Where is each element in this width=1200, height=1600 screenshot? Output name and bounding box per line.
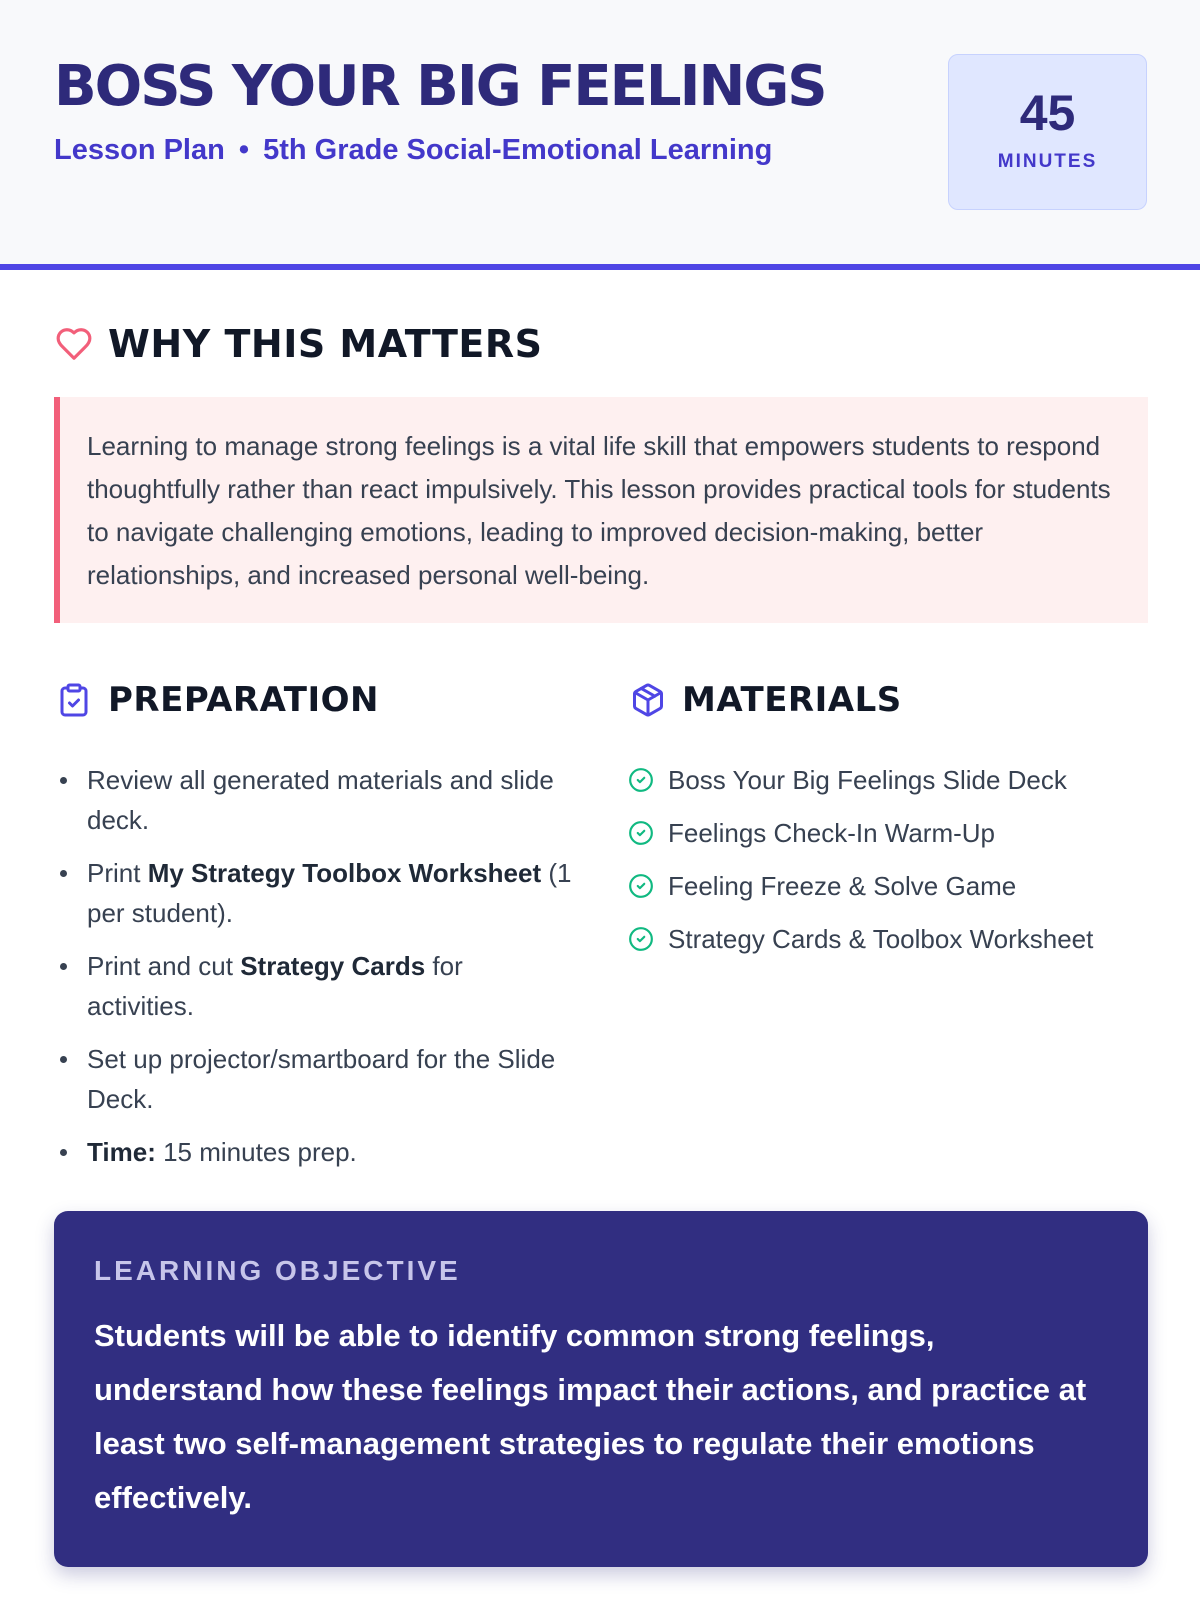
- list-item: Time: 15 minutes prep.: [54, 1132, 574, 1172]
- list-item: [628, 866, 1168, 906]
- objective-label: LEARNING OBJECTIVE: [94, 1255, 461, 1286]
- list-item: [628, 919, 1168, 959]
- preparation-heading-row: [54, 680, 574, 720]
- materials-list: [628, 760, 1168, 959]
- materials-heading: MATERIALS: [682, 680, 902, 720]
- why-callout: Learning to manage strong feelings is a vital life skill that empowers students to respond thoughtfully rather than react impulsively. This lesson provides practical tools for students to navigate challenging emotions, leading to improved decision-making, better relationships, and increased personal well-being.: [54, 397, 1148, 623]
- check-circle-icon: [628, 767, 654, 793]
- list-item: [628, 760, 1168, 800]
- cube-icon: [628, 680, 668, 720]
- objective-text: Students will be able to identify common strong feelings, understand how these feelings impact their actions, and practice at least two self-management strategies to regulate their emotions effectively.: [94, 1318, 1087, 1515]
- preparation-section: [54, 680, 574, 1185]
- check-circle-icon: [628, 873, 654, 899]
- material-label: Strategy Cards & Toolbox Worksheet: [668, 924, 1094, 954]
- learning-objective-card: [54, 1211, 1148, 1567]
- heart-icon: [54, 324, 94, 364]
- preparation-heading: PREPARATION: [108, 680, 379, 720]
- lesson-header: [0, 0, 1200, 270]
- clipboard-check-icon: [54, 680, 94, 720]
- check-circle-icon: [628, 926, 654, 952]
- list-item: Set up projector/smartboard for the Slide Deck.: [54, 1039, 574, 1119]
- duration-badge: [948, 54, 1147, 210]
- preparation-list: [54, 760, 574, 1172]
- subtitle-grade: 5th Grade Social-Emotional Learning: [263, 134, 773, 166]
- material-label: Feelings Check-In Warm-Up: [668, 818, 996, 848]
- why-heading: WHY THIS MATTERS: [108, 322, 543, 366]
- materials-heading-row: [628, 680, 1168, 720]
- subtitle-separator: •: [238, 134, 250, 166]
- why-heading-row: [54, 322, 543, 366]
- materials-section: [628, 680, 1168, 972]
- duration-value: 45: [1019, 85, 1076, 141]
- material-label: Feeling Freeze & Solve Game: [668, 871, 1017, 901]
- list-item: [628, 813, 1168, 853]
- list-item: Print My Strategy Toolbox Worksheet (1 per student).: [54, 853, 574, 933]
- list-item: Review all generated materials and slide deck.: [54, 760, 574, 840]
- duration-unit: MINUTES: [997, 151, 1098, 172]
- lesson-title: BOSS YOUR BIG FEELINGS: [54, 54, 826, 119]
- subtitle-type: Lesson Plan: [54, 134, 225, 166]
- check-circle-icon: [628, 820, 654, 846]
- list-item: Print and cut Strategy Cards for activities.: [54, 946, 574, 1026]
- material-label: Boss Your Big Feelings Slide Deck: [668, 765, 1067, 795]
